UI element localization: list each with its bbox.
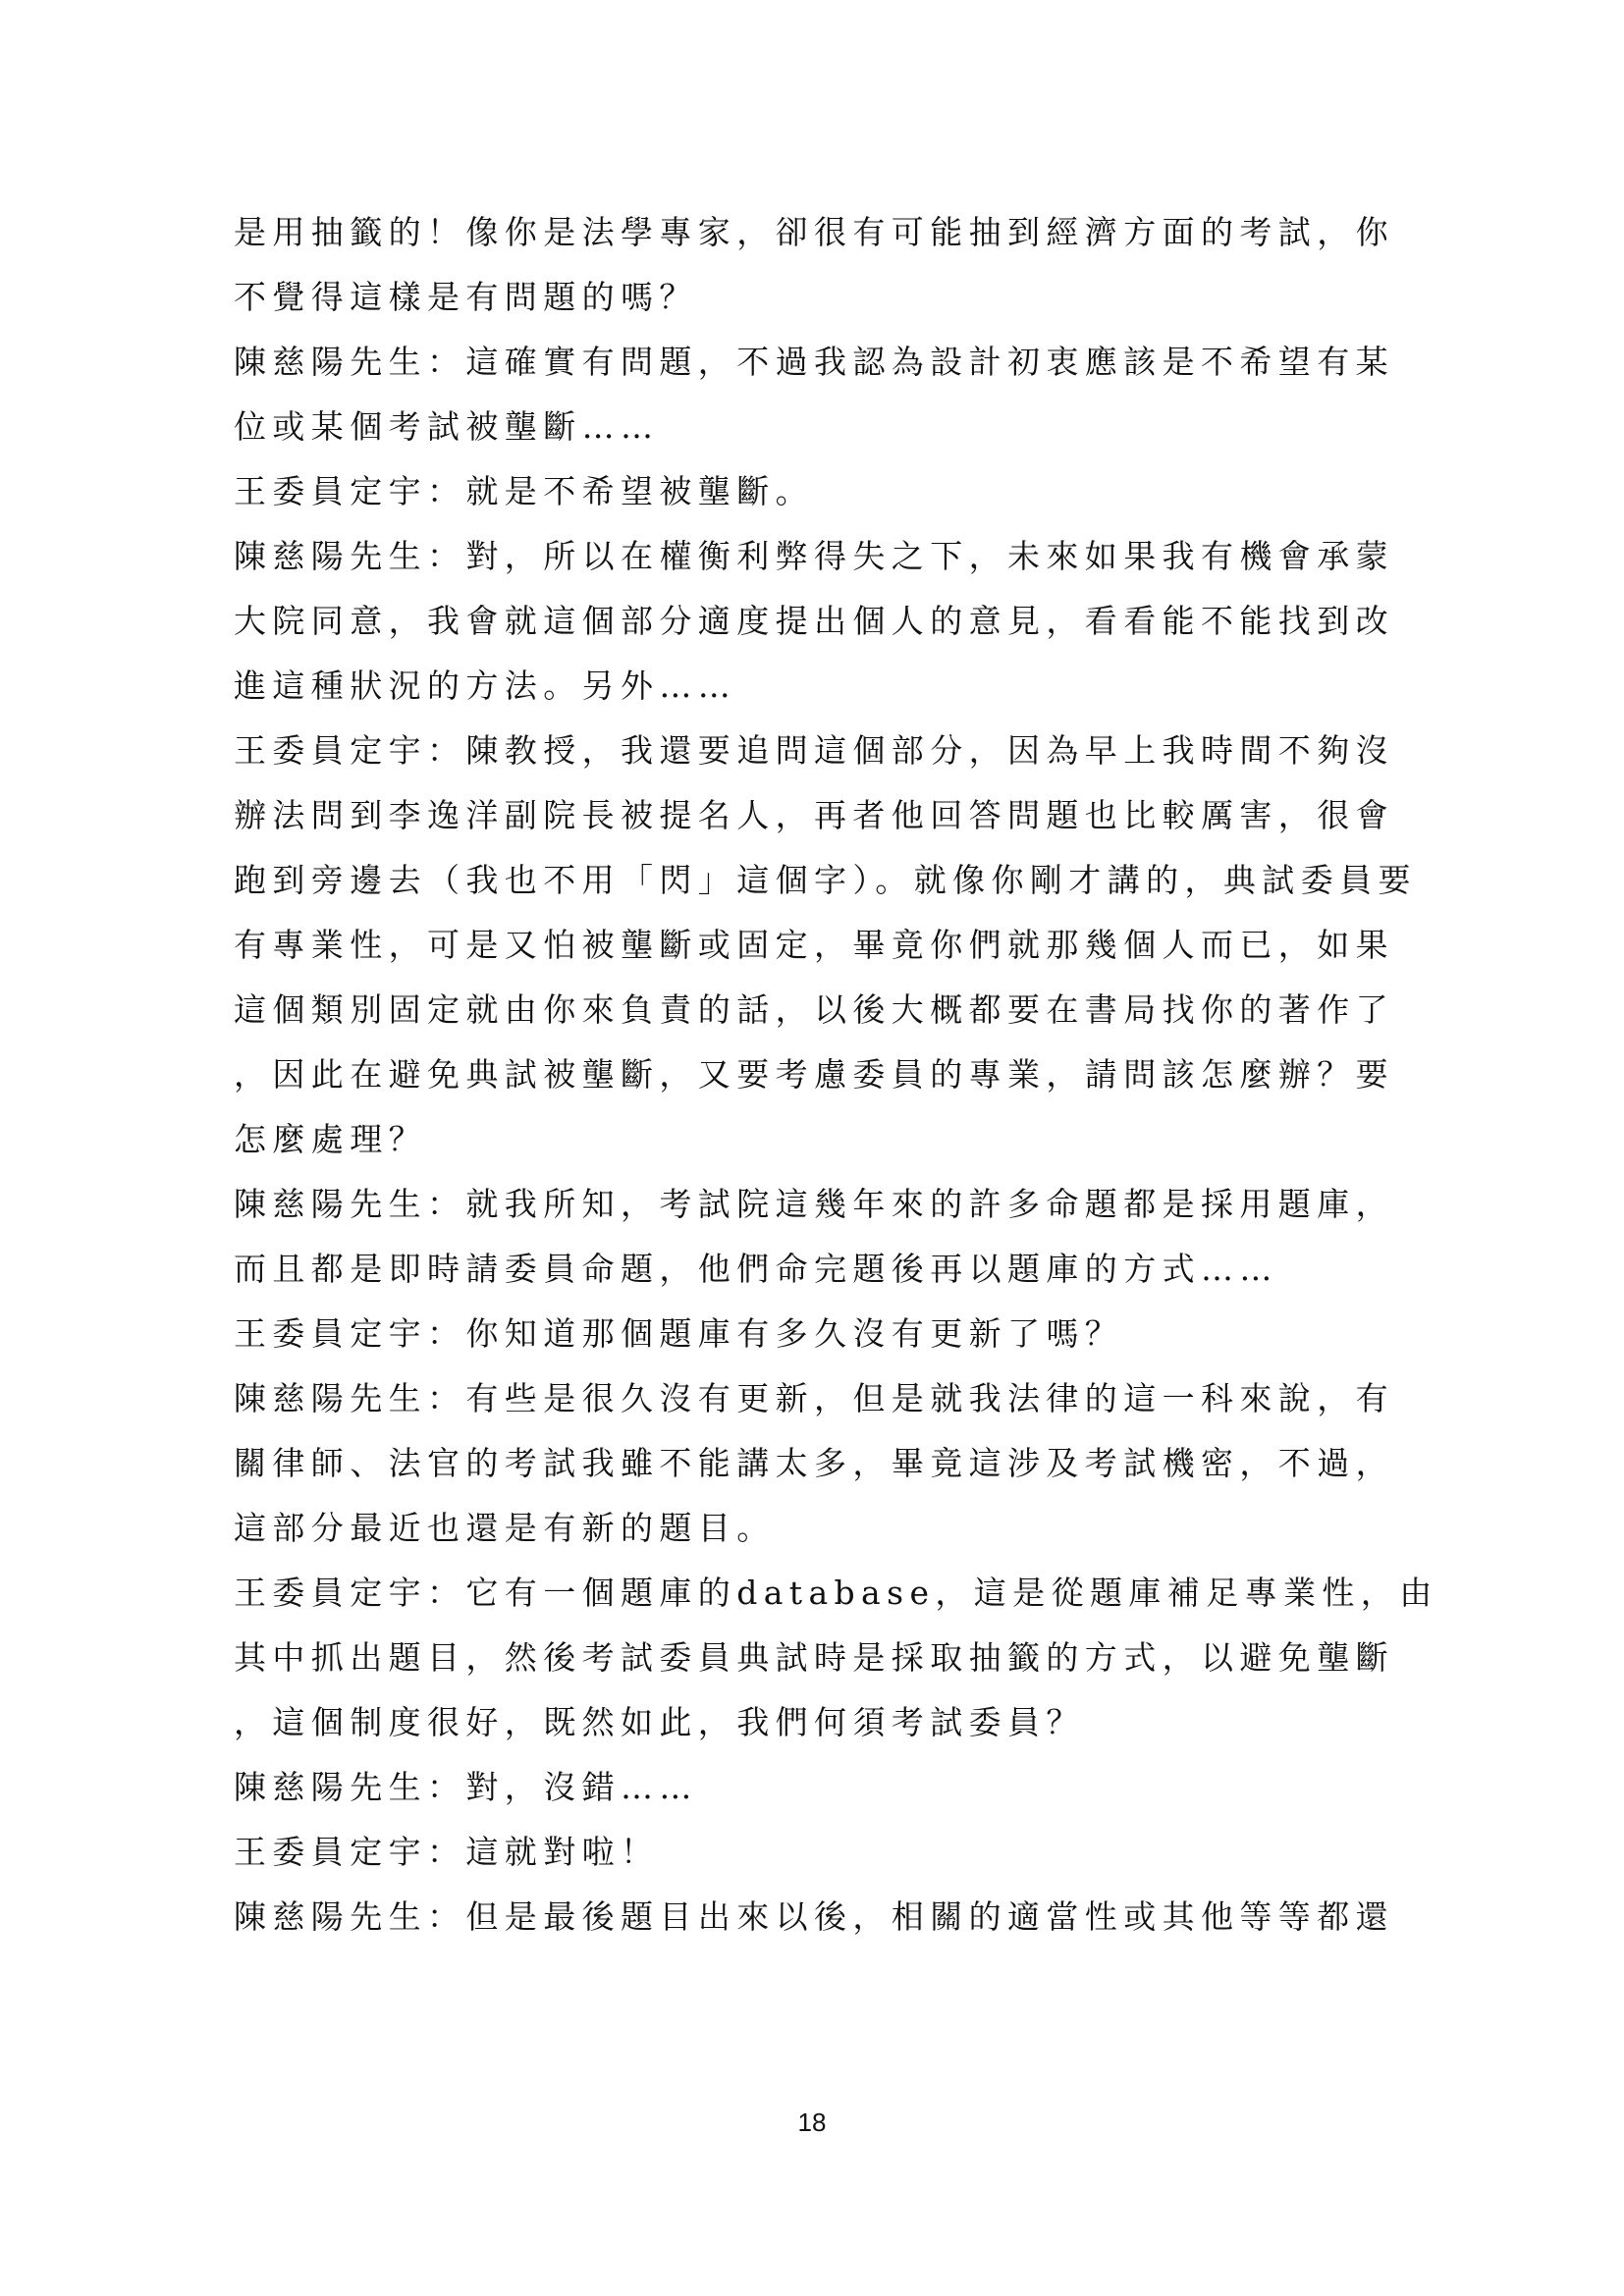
page-number: 18 — [797, 2108, 827, 2137]
transcript-line: 陳慈陽先生：對，沒錯…… — [234, 1768, 698, 1806]
transcript-line: 這部分最近也還是有新的題目。 — [234, 1509, 776, 1547]
transcript-line: 關律師、法官的考試我雖不能講太多，畢竟這涉及考試機密，不過， — [234, 1444, 1394, 1482]
transcript-line: 是用抽籤的！像你是法學專家，卻很有可能抽到經濟方面的考試，你 — [234, 213, 1394, 251]
transcript-line: 而且都是即時請委員命題，他們命完題後再以題庫的方式…… — [234, 1250, 1278, 1288]
transcript-line: 有專業性，可是又怕被壟斷或固定，畢竟你們就那幾個人而已，如果 — [234, 926, 1394, 964]
transcript-line: 怎麼處理？ — [234, 1120, 427, 1158]
transcript-line: 陳慈陽先生：有些是很久沒有更新，但是就我法律的這一科來說，有 — [234, 1379, 1394, 1417]
transcript-line: 王委員定宇：陳教授，我還要追問這個部分，因為早上我時間不夠沒 — [234, 731, 1394, 770]
transcript-line: 其中抓出題目，然後考試委員典試時是採取抽籤的方式，以避免壟斷 — [234, 1638, 1394, 1677]
transcript-line: 陳慈陽先生：這確實有問題，不過我認為設計初衷應該是不希望有某 — [234, 343, 1394, 381]
transcript-body — [234, 200, 1438, 1949]
transcript-line: 不覺得這樣是有問題的嗎？ — [234, 278, 698, 316]
transcript-line: 王委員定宇：這就對啦！ — [234, 1833, 660, 1871]
transcript-line: 位或某個考試被壟斷…… — [234, 407, 660, 446]
transcript-line: 陳慈陽先生：但是最後題目出來以後，相關的適當性或其他等等都還 — [234, 1897, 1394, 1936]
transcript-line: 陳慈陽先生：對，所以在權衡利弊得失之下，未來如果我有機會承蒙 — [234, 537, 1394, 575]
transcript-line: ，因此在避免典試被壟斷，又要考慮委員的專業，請問該怎麼辦？要 — [234, 1055, 1394, 1094]
transcript-line: 大院同意，我會就這個部分適度提出個人的意見，看看能不能找到改 — [234, 602, 1394, 640]
transcript-line: ，這個制度很好，既然如此，我們何須考試委員？ — [234, 1703, 1085, 1741]
transcript-line: 這個類別固定就由你來負責的話，以後大概都要在書局找你的著作了 — [234, 990, 1394, 1029]
transcript-line: 跑到旁邊去（我也不用「閃」這個字）。就像你剛才講的，典試委員要 — [234, 861, 1417, 899]
transcript-line: 進這種狀況的方法。另外…… — [234, 667, 737, 705]
transcript-line: 陳慈陽先生：就我所知，考試院這幾年來的許多命題都是採用題庫， — [234, 1185, 1394, 1223]
transcript-line: 王委員定宇：就是不希望被壟斷。 — [234, 472, 814, 510]
transcript-line: 王委員定宇：它有一個題庫的database，這是從題庫補足專業性，由 — [234, 1574, 1438, 1612]
transcript-line: 辦法問到李逸洋副院長被提名人，再者他回答問題也比較厲害，很會 — [234, 796, 1394, 834]
transcript-line: 王委員定宇：你知道那個題庫有多久沒有更新了嗎？ — [234, 1314, 1124, 1353]
